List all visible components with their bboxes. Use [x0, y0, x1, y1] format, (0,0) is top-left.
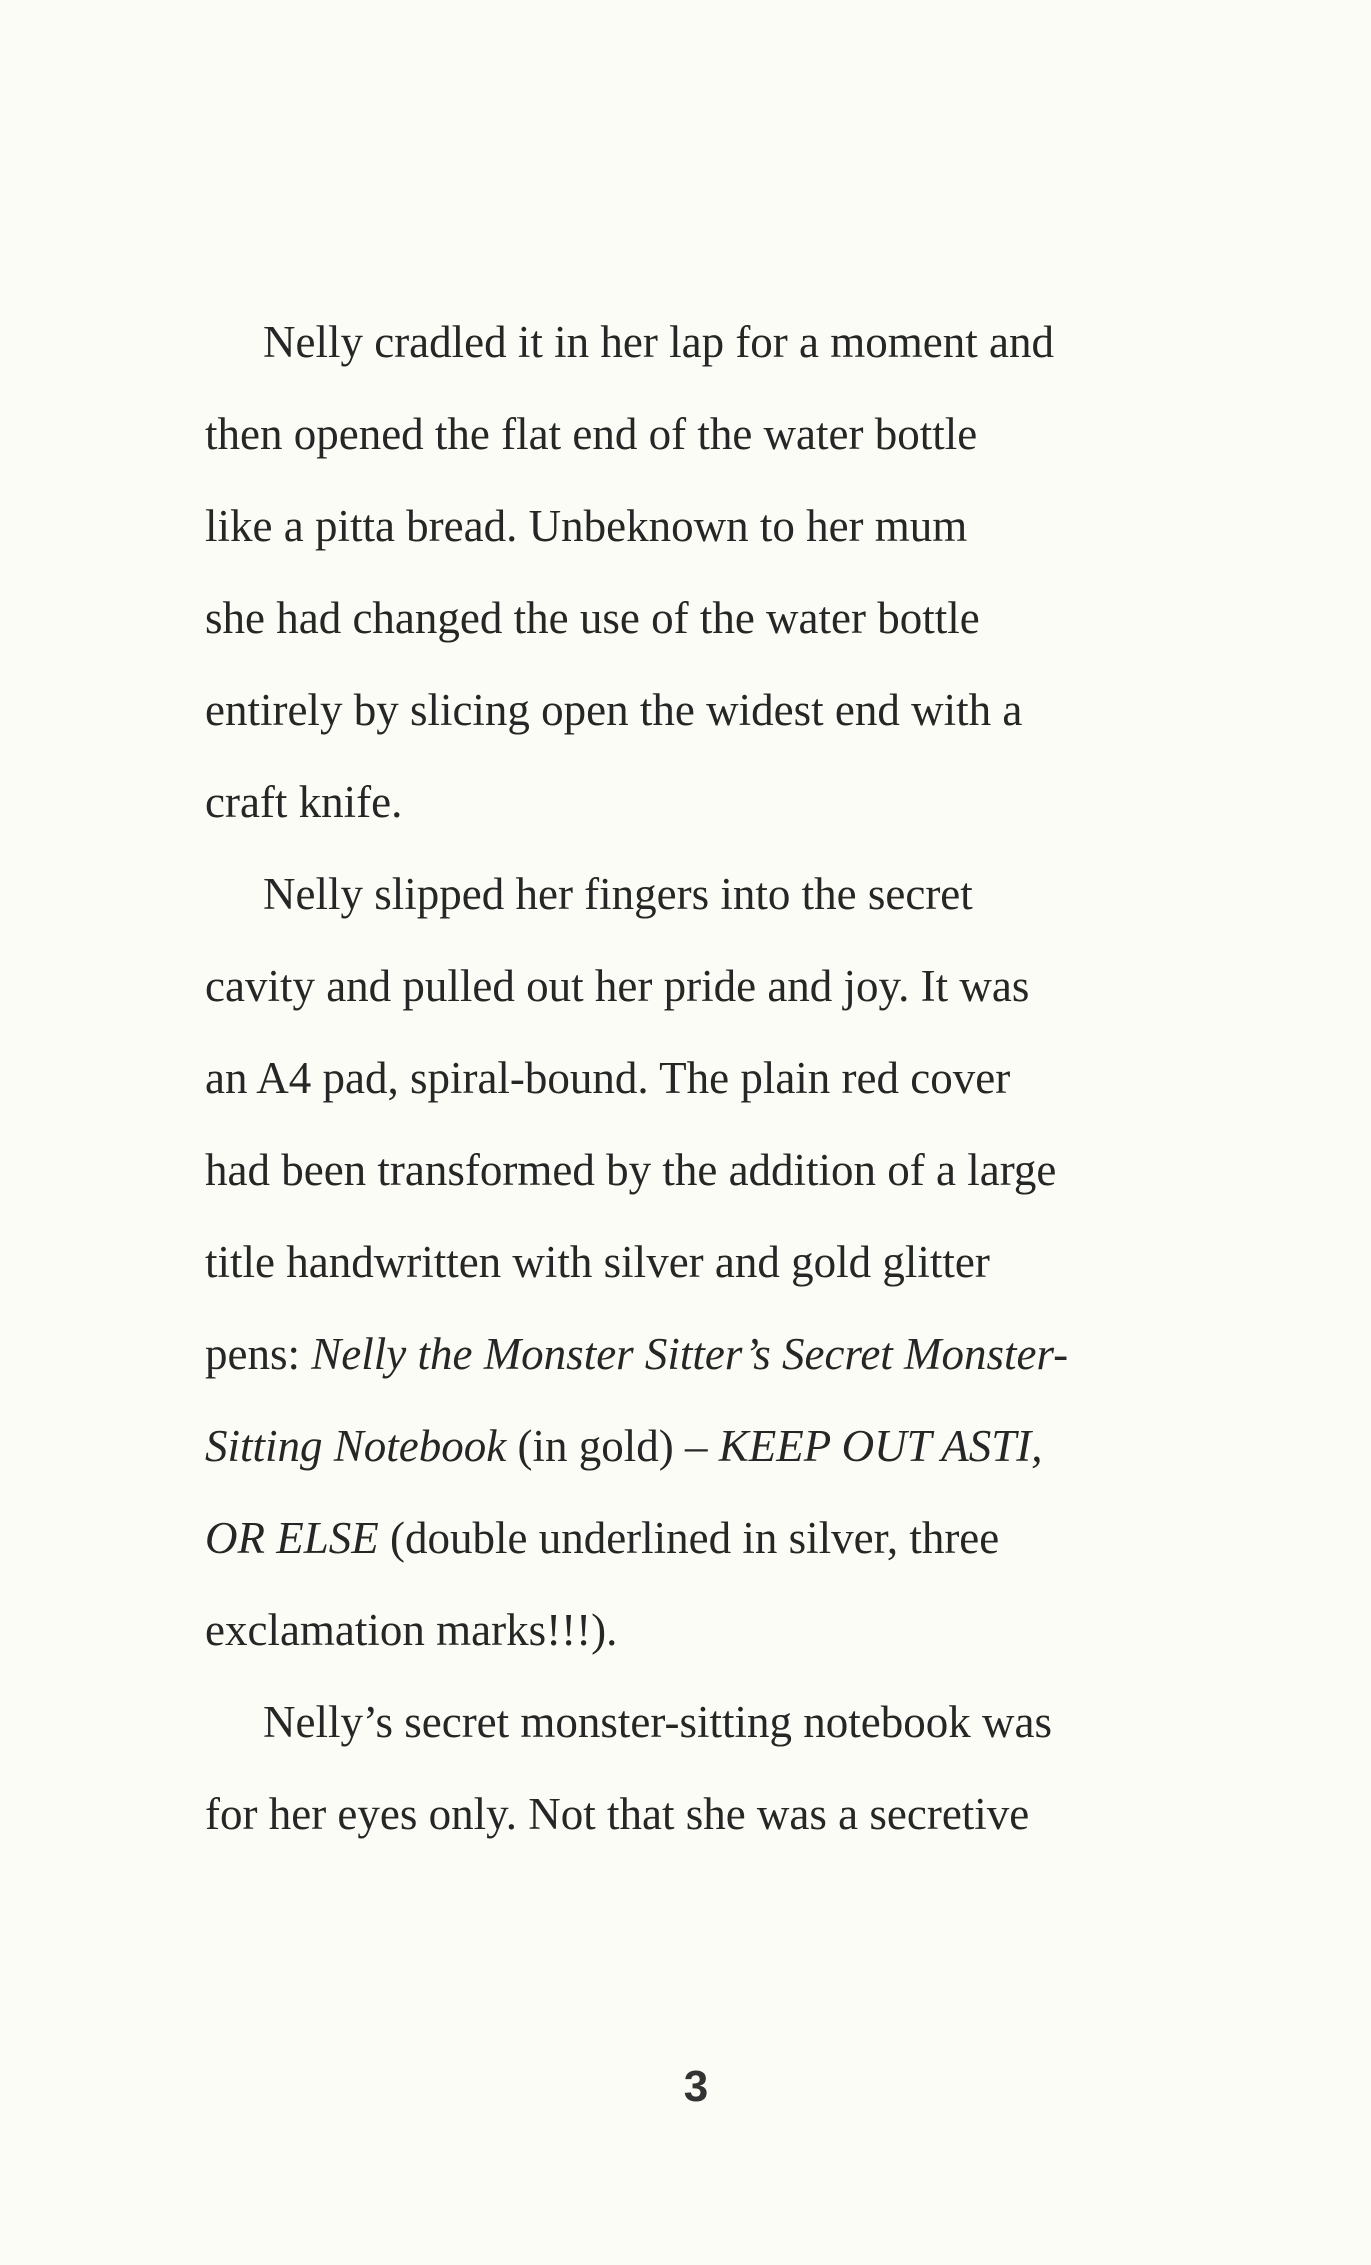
text-segment: like a pitta bread. Unbeknown to her mum: [205, 501, 968, 551]
text-line: [205, 1237, 990, 1287]
text-line: [263, 1697, 1052, 1747]
text-segment: title handwritten with silver and gold glitter: [205, 1237, 990, 1287]
text-segment: for her eyes only. Not that she was a secretive: [205, 1789, 1030, 1839]
text-line: [205, 961, 1030, 1011]
text-segment: Nelly’s secret monster-sitting notebook was: [263, 1697, 1052, 1747]
text-segment: an A4 pad, spiral-bound. The plain red cover: [205, 1053, 1011, 1103]
text-line: [205, 409, 978, 459]
text-segment: entirely by slicing open the widest end with a: [205, 685, 1023, 735]
text-segment: exclamation marks!!!).: [205, 1605, 618, 1655]
text-line: [205, 1145, 1057, 1195]
text-line: [205, 593, 980, 643]
text-line: [205, 1605, 618, 1655]
text-segment: then opened the flat end of the water bottle: [205, 409, 978, 459]
text-line: [205, 1329, 1069, 1379]
italic-text: Nelly the Monster Sitter’s Secret Monster-: [311, 1329, 1069, 1379]
text-line: [205, 1053, 1011, 1103]
text-line: [263, 317, 1054, 367]
italic-text: OR ELSE: [205, 1513, 379, 1563]
text-line: [205, 777, 403, 827]
text-line: [205, 501, 968, 551]
text-line: [205, 1789, 1030, 1839]
italic-text: KEEP OUT ASTI,: [718, 1421, 1043, 1471]
text-line: [263, 869, 973, 919]
text-segment: she had changed the use of the water bottle: [205, 593, 980, 643]
text-segment: Nelly slipped her fingers into the secret: [263, 869, 973, 919]
text-segment: Nelly cradled it in her lap for a moment and: [263, 317, 1054, 367]
text-segment: had been transformed by the addition of a large: [205, 1145, 1057, 1195]
text-segment: cavity and pulled out her pride and joy. It was: [205, 961, 1030, 1011]
text-segment: craft knife.: [205, 777, 403, 827]
text-line: [205, 685, 1023, 735]
text-segment: pens:: [205, 1329, 312, 1379]
page-number: 3: [683, 2062, 709, 2111]
italic-text: Sitting Notebook: [205, 1421, 507, 1471]
text-segment: (double underlined in silver, three: [378, 1513, 1000, 1563]
text-line: [205, 1421, 1043, 1471]
text-line: [205, 1513, 1000, 1563]
text-segment: (in gold) –: [506, 1421, 719, 1471]
